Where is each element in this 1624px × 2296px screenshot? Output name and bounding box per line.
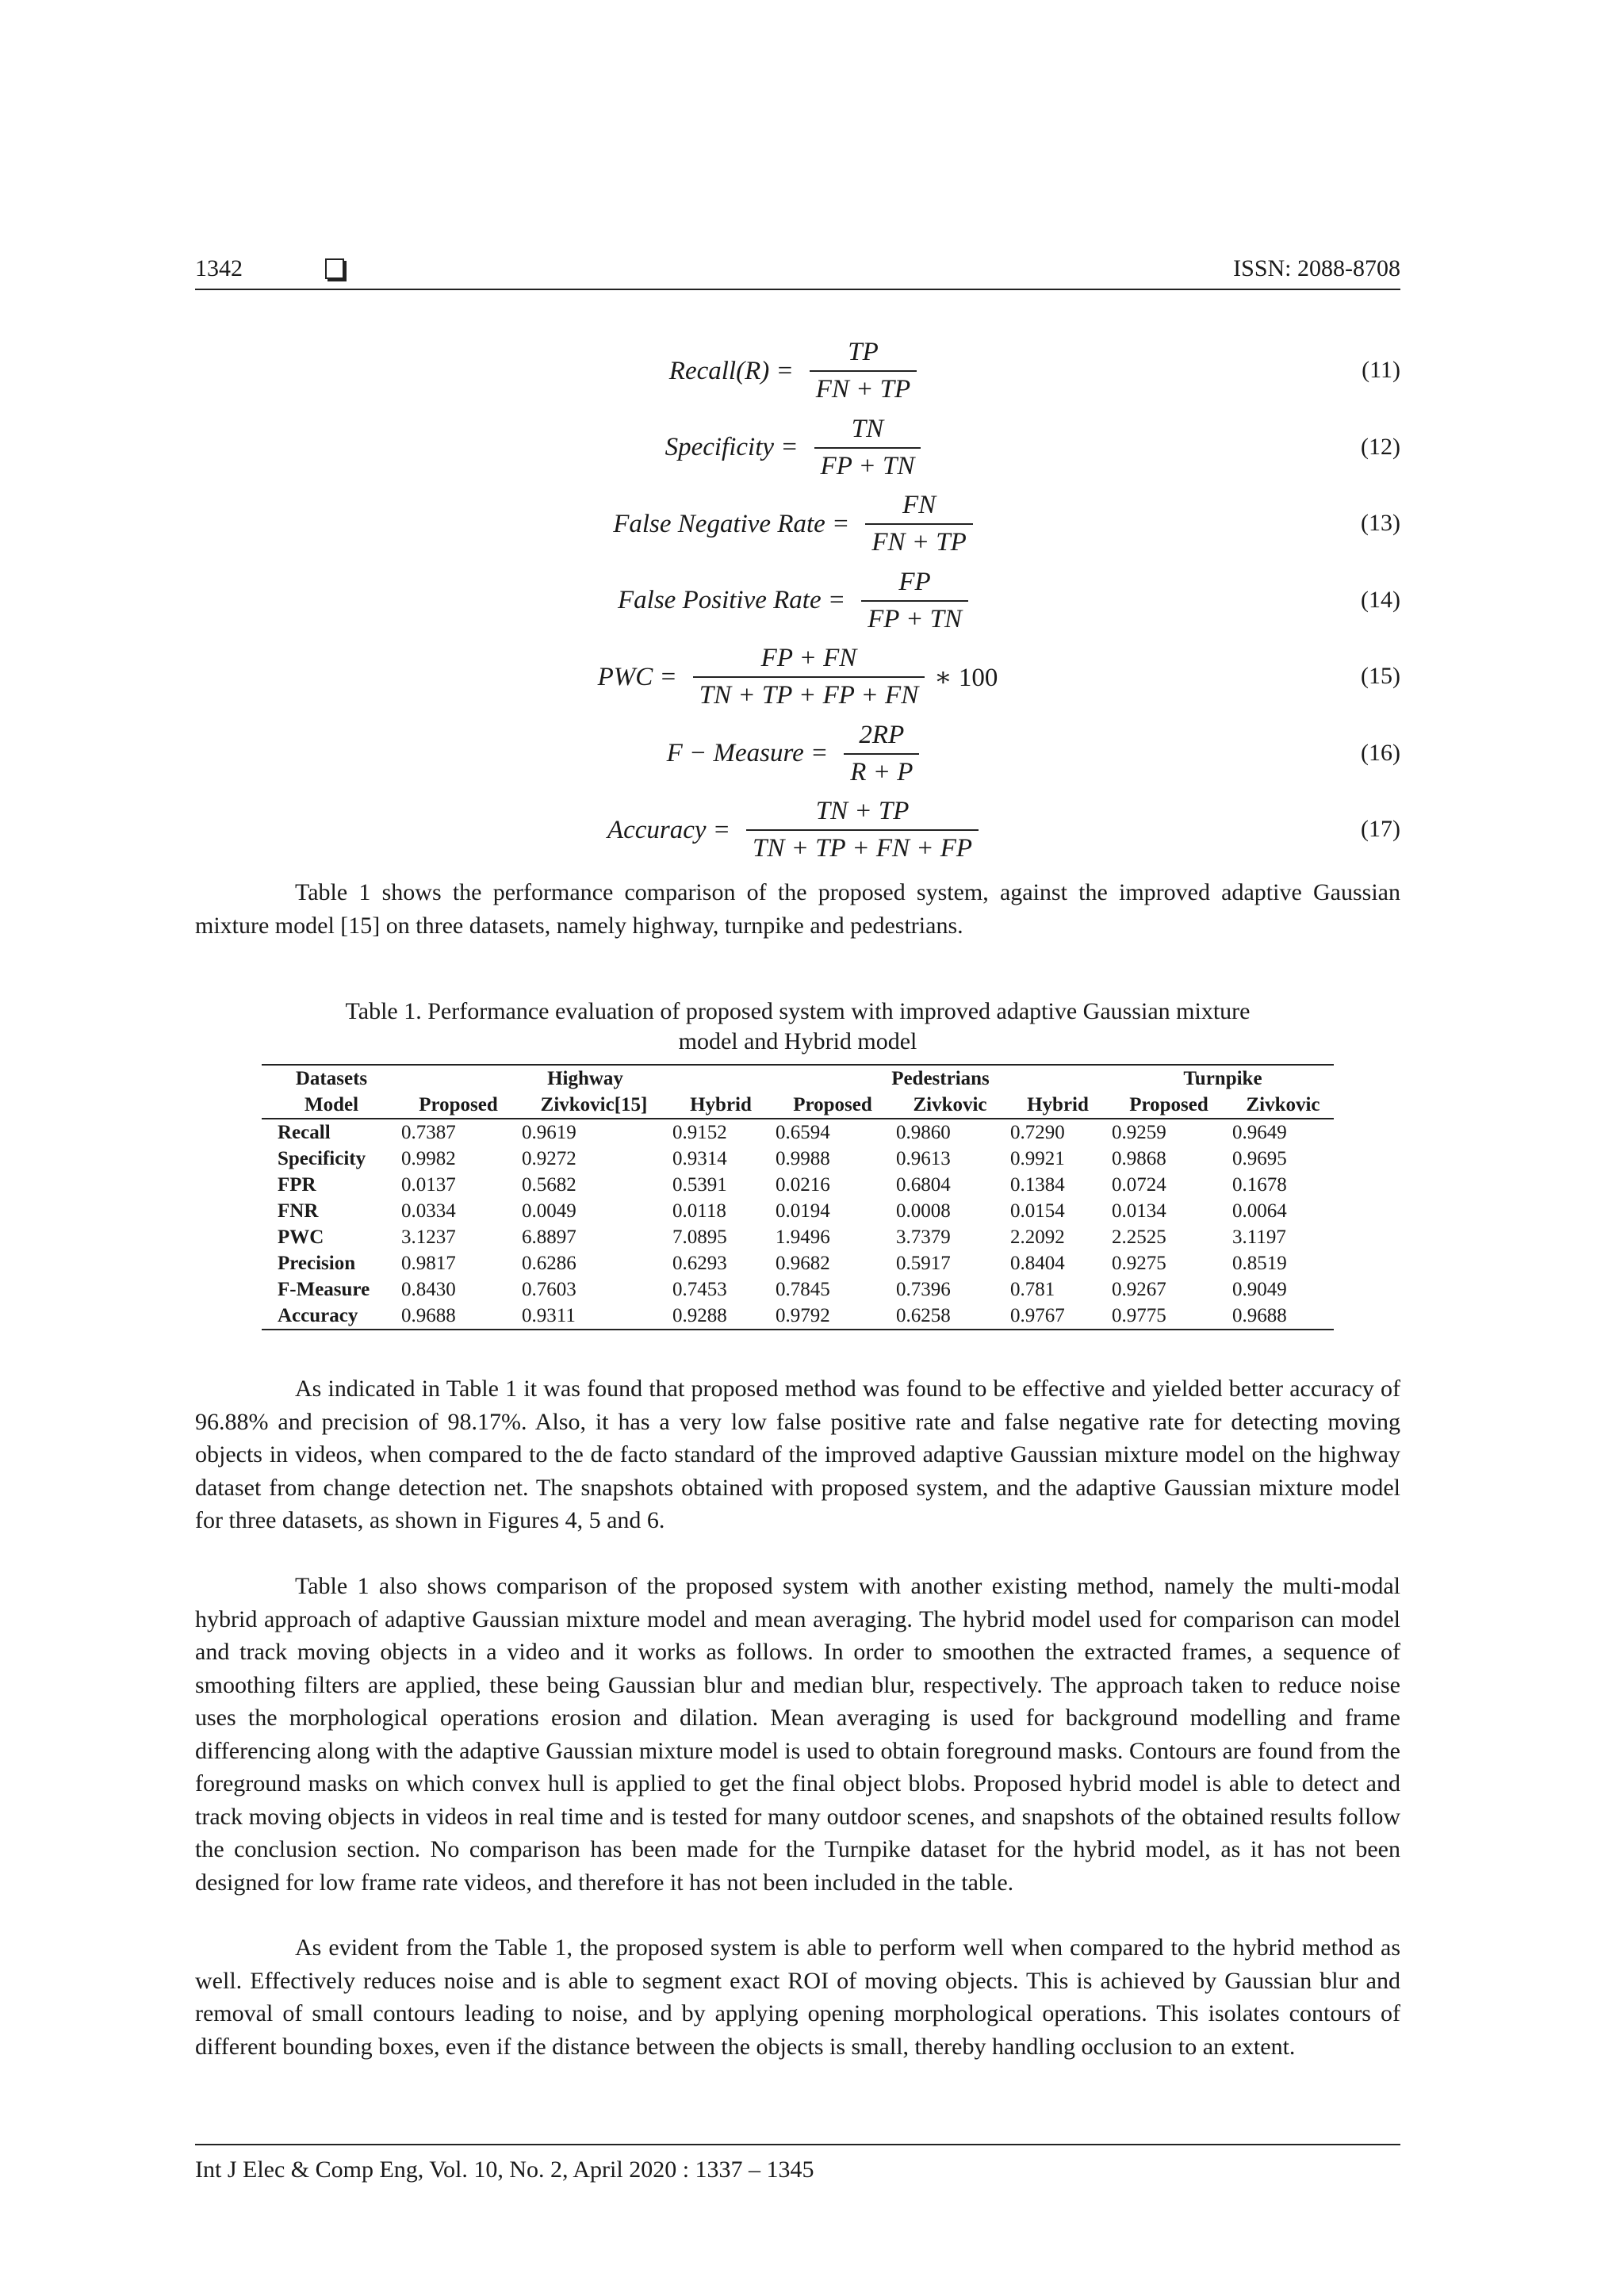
- table-caption-line: Table 1. Performance evaluation of proposed system with improved adaptive Gaussian mixture: [345, 998, 1251, 1024]
- table-column-header: Proposed: [1105, 1092, 1226, 1119]
- equation-number: (15): [1361, 663, 1400, 689]
- equation-denominator: TN + TP + FP + FN: [693, 676, 925, 710]
- table-cell: 0.7845: [776, 1279, 830, 1300]
- equation-numerator: FN: [902, 491, 936, 519]
- equation-false-positive-rate: [195, 563, 1400, 640]
- table-cell: 0.9152: [672, 1122, 727, 1143]
- equation-lhs: Recall(R) =: [668, 356, 794, 385]
- table-cell: 2.2092: [1010, 1226, 1065, 1248]
- table-cell: 0.9311: [515, 1303, 666, 1330]
- table-row: [262, 1250, 1334, 1276]
- table-cell: 0.5391: [672, 1174, 727, 1196]
- table-cell: 0.0008: [896, 1200, 951, 1222]
- table-cell: 0.9267: [1112, 1279, 1166, 1300]
- table-cell: 0.9988: [776, 1148, 830, 1169]
- hybrid-comparison-paragraph: Table 1 also shows comparison of the proposed system with another existing method, namely the multi-modal hybrid approach of adaptive Gaussian mixture model and mean averaging. The hybrid model used for comparison can model and track moving objects in a video and it works as follows. In order to smoothen the extracted frames, a sequence of smoothing filters are applied, these being Gaussian blur and median blur, respectively. The approach taken to reduce noise uses the morphological operations erosion and dilation. Mean averaging is used for background modelling and frame differencing along with the adaptive Gaussian mixture model is used to obtain foreground masks. Contours are found from the foreground masks on which convex hull is applied to get the final object blobs. Proposed hybrid model is able to detect and track moving objects in videos in real time and is tested for many outdoor scenes, and snapshots of the obtained results follow the conclusion section. No comparison has been made for the Turnpike dataset for the hybrid model, as it has not been designed for low frame rate videos, and therefore it has not been included in the table.: [195, 1573, 1400, 1896]
- table-cell: 0.9049: [1232, 1279, 1287, 1300]
- results-paragraph: As indicated in Table 1 it was found that proposed method was found to be effective and yielded better accuracy of 96.88% and precision of 98.17%. Also, it has a very low false positive rate and false negative rate for detecting moving objects in videos, when compared to the de facto standard of the improved adaptive Gaussian mixture model on the highway dataset from change detection net. The snapshots obtained with proposed system, and the adaptive Gaussian mixture model for three datasets, as shown in Figures 4, 5 and 6.: [195, 1376, 1400, 1533]
- page-header: [195, 252, 1400, 290]
- equation-number: (17): [1361, 816, 1400, 842]
- table-cell: 0.5682: [522, 1174, 576, 1196]
- table-cell: 0.0064: [1232, 1200, 1287, 1222]
- equation-tail: ∗ 100: [934, 664, 998, 692]
- table-column-header: Model: [262, 1092, 395, 1119]
- table-cell: 0.9921: [1010, 1148, 1065, 1169]
- table-cell: 6.8897: [522, 1226, 576, 1248]
- table-cell: 0.0216: [776, 1174, 830, 1196]
- table-cell: 0.9649: [1232, 1122, 1287, 1143]
- square-bullet-icon: [325, 258, 344, 279]
- table-group-header-row: [262, 1065, 1334, 1092]
- table-column-header: Zivkovic: [1226, 1092, 1334, 1119]
- table-subheader-row: [262, 1092, 1334, 1119]
- table-group-header: Datasets: [262, 1065, 395, 1092]
- table-cell: 0.0194: [776, 1200, 830, 1222]
- table-cell: 0.1384: [1010, 1174, 1065, 1196]
- equation-denominator: R + P: [844, 753, 919, 787]
- equation-number: (12): [1361, 433, 1400, 460]
- equation-lhs: False Negative Rate =: [613, 509, 850, 538]
- intro-paragraph: Table 1 shows the performance comparison of the proposed system, against the improved adaptive Gaussian mixture model [15] on three datasets, namely highway, turnpike and pedestrians.: [195, 879, 1400, 939]
- performance-table: [262, 1064, 1334, 1330]
- table-cell: 0.9288: [666, 1303, 769, 1330]
- table-row: [262, 1198, 1334, 1224]
- table-cell: 0.9868: [1112, 1148, 1166, 1169]
- equation-numerator: 2RP: [859, 720, 905, 749]
- table-cell: 3.1197: [1232, 1226, 1286, 1248]
- table-cell: 0.6293: [672, 1253, 727, 1274]
- table-column-header: Hybrid: [1004, 1092, 1105, 1119]
- table-cell: 0.6286: [522, 1253, 576, 1274]
- table-cell: 0.9688: [1226, 1303, 1334, 1330]
- table-cell: 0.9688: [395, 1303, 515, 1330]
- table-cell: 2.2525: [1112, 1226, 1166, 1248]
- equation-numerator: FP + FN: [760, 644, 857, 672]
- table-cell: 0.0334: [401, 1200, 456, 1222]
- table-cell: 0.9272: [522, 1148, 576, 1169]
- equation-fraction: [865, 491, 972, 557]
- table-cell: 0.7290: [1010, 1122, 1065, 1143]
- table-cell: 0.9792: [769, 1303, 890, 1330]
- table-cell: 0.9767: [1004, 1303, 1105, 1330]
- table-row: [262, 1146, 1334, 1172]
- table-row: [262, 1303, 1334, 1330]
- table-row: [262, 1119, 1334, 1146]
- equation-number: (11): [1362, 357, 1400, 383]
- equation-numerator: TN: [851, 414, 884, 443]
- table-cell: 0.6258: [890, 1303, 1004, 1330]
- equation-number: (14): [1361, 586, 1400, 613]
- table-cell: 0.5917: [896, 1253, 951, 1274]
- table-cell: 0.8519: [1232, 1253, 1287, 1274]
- table-cell: 0.7396: [896, 1279, 951, 1300]
- equation-false-negative-rate: [195, 486, 1400, 563]
- table-group-header: Turnpike: [1105, 1065, 1334, 1092]
- page-footer: [195, 2144, 1400, 2183]
- table-column-header: Proposed: [769, 1092, 890, 1119]
- table-caption-line: model and Hybrid model: [678, 1028, 917, 1054]
- equation-fraction: [693, 644, 925, 710]
- table-cell: 0.9775: [1105, 1303, 1226, 1330]
- equation-numerator: TN + TP: [815, 797, 910, 825]
- table-column-header: Zivkovic[15]: [515, 1092, 666, 1119]
- table-cell: 3.1237: [401, 1226, 456, 1248]
- table-cell: 0.1678: [1232, 1174, 1287, 1196]
- table-group-header: Pedestrians: [769, 1065, 1105, 1092]
- table-row-label: Accuracy: [262, 1303, 395, 1330]
- equation-fraction: [746, 797, 979, 863]
- equation-lhs: F − Measure =: [666, 739, 829, 767]
- equation-recall: [195, 333, 1400, 410]
- issn-label: ISSN: 2088-8708: [1233, 255, 1400, 281]
- table-row: [262, 1224, 1334, 1250]
- table-cell: 0.9259: [1112, 1122, 1166, 1143]
- equation-accuracy: [195, 792, 1400, 869]
- equation-number: (13): [1361, 510, 1400, 536]
- table-column-header: Proposed: [395, 1092, 515, 1119]
- table-column-header: Hybrid: [666, 1092, 769, 1119]
- table-caption: [195, 997, 1400, 1057]
- table-row-label: PWC: [278, 1226, 324, 1248]
- table-cell: 0.0137: [401, 1174, 456, 1196]
- table-body: [262, 1119, 1334, 1330]
- table-cell: 0.0154: [1010, 1200, 1065, 1222]
- table-cell: 0.9682: [776, 1253, 830, 1274]
- equation-numerator: FP: [898, 567, 931, 596]
- table-cell: 0.9695: [1232, 1148, 1287, 1169]
- equation-lhs: False Positive Rate =: [618, 586, 846, 614]
- conclusion-paragraph: As evident from the Table 1, the proposed system is able to perform well when compared to the hybrid method as well. Effectively reduces noise and is able to segment exact ROI of moving objects. This is achieved by Gaussian blur and removal of small contours leading to noise, and by applying opening morphological operations. This isolates contours of different bounding boxes, even if the distance between the objects is small, thereby handling occlusion to an extent.: [195, 1934, 1400, 2060]
- table-cell: 0.7387: [401, 1122, 456, 1143]
- equation-specificity: [195, 410, 1400, 487]
- equation-denominator: TN + TP + FN + FP: [746, 829, 979, 863]
- equation-denominator: FN + TP: [810, 370, 917, 404]
- equation-denominator: FP + TN: [861, 600, 968, 634]
- table-cell: 0.9817: [401, 1253, 456, 1274]
- table-cell: 0.9314: [672, 1148, 727, 1169]
- table-cell: 0.6594: [776, 1122, 830, 1143]
- table-column-header: Zivkovic: [890, 1092, 1004, 1119]
- table-row: [262, 1276, 1334, 1303]
- equation-fraction: [844, 721, 919, 787]
- equation-numerator: TP: [848, 338, 879, 366]
- table-cell: 0.8404: [1010, 1253, 1065, 1274]
- table-row-label: F-Measure: [278, 1279, 370, 1300]
- equation-fraction: [810, 338, 917, 404]
- table-row-label: FPR: [278, 1174, 316, 1196]
- table-cell: 0.6804: [896, 1174, 951, 1196]
- table-cell: 0.7453: [672, 1279, 727, 1300]
- equation-lhs: Accuracy =: [607, 815, 731, 844]
- equation-denominator: FP + TN: [814, 447, 921, 481]
- equation-f-measure: [195, 716, 1400, 793]
- table-cell: 0.0118: [672, 1200, 726, 1222]
- table-cell: 0.9275: [1112, 1253, 1166, 1274]
- table-cell: 0.7603: [522, 1279, 576, 1300]
- equation-lhs: Specificity =: [665, 433, 799, 461]
- table-cell: 0.0724: [1112, 1174, 1166, 1196]
- table-group-header: Highway: [395, 1065, 769, 1092]
- table-cell: 0.0049: [522, 1200, 576, 1222]
- page: [195, 0, 1400, 2296]
- table-row-label: FNR: [278, 1200, 319, 1222]
- page-number: 1342: [195, 255, 243, 281]
- table-cell: 0.9613: [896, 1148, 951, 1169]
- table-row-label: Recall: [278, 1122, 331, 1143]
- table-cell: 0.0134: [1112, 1200, 1166, 1222]
- table-row-label: Specificity: [278, 1148, 366, 1169]
- equation-lhs: PWC =: [597, 662, 677, 691]
- table-cell: 0.9860: [896, 1122, 951, 1143]
- equation-fraction: [861, 568, 968, 634]
- table-row-label: Precision: [278, 1253, 356, 1274]
- equation-block: [195, 333, 1400, 869]
- table-row: [262, 1172, 1334, 1198]
- equation-number: (16): [1361, 739, 1400, 766]
- table-cell: 0.8430: [401, 1279, 456, 1300]
- equation-fraction: [814, 415, 921, 481]
- table-cell: 1.9496: [776, 1226, 830, 1248]
- table-cell: 0.9619: [522, 1122, 576, 1143]
- table-cell: 0.781: [1010, 1279, 1055, 1300]
- table-cell: 7.0895: [672, 1226, 727, 1248]
- equation-pwc: [195, 639, 1400, 716]
- table-cell: 0.9982: [401, 1148, 456, 1169]
- table-cell: 3.7379: [896, 1226, 951, 1248]
- footer-citation: Int J Elec & Comp Eng, Vol. 10, No. 2, April 2020 : 1337 – 1345: [195, 2156, 814, 2183]
- equation-denominator: FN + TP: [865, 523, 972, 557]
